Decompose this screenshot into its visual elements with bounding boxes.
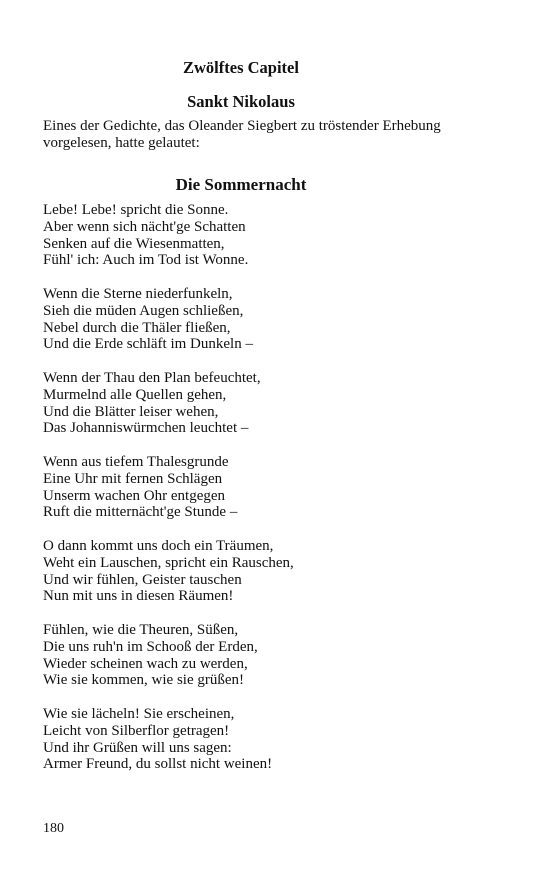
poem-line: Lebe! Lebe! spricht die Sonne.: [43, 202, 229, 218]
section-title: Sankt Nikolaus: [187, 92, 295, 111]
poem-stanza: [43, 706, 513, 773]
poem-line: Wie sie lächeln! Sie erscheinen,: [43, 705, 235, 722]
poem-body: [43, 202, 513, 773]
poem-line: Wenn aus tiefem Thalesgrunde: [43, 453, 229, 470]
poem-line: Und wir fühlen, Geister tauschen: [43, 571, 242, 588]
poem-line: Das Johanniswürmchen leuchtet –: [43, 420, 249, 437]
poem-line: Und die Blätter leiser wehen,: [43, 403, 219, 420]
chapter-title: Zwölftes Capitel: [183, 58, 299, 77]
poem-stanza: [43, 454, 513, 521]
poem-line: Leicht von Silberflor getragen!: [43, 722, 230, 739]
poem-line: Weht ein Lauschen, spricht ein Rauschen,: [43, 554, 294, 571]
intro-line: vorgelesen, hatte gelautet:: [43, 134, 200, 151]
poem-line: Nebel durch die Thäler fließen,: [43, 319, 231, 336]
poem-line: Wenn der Thau den Plan befeuchtet,: [43, 369, 261, 386]
poem-line: O dann kommt uns doch ein Träumen,: [43, 537, 274, 554]
poem-line: Fühlen, wie die Theuren, Süßen,: [43, 621, 239, 638]
poem-stanza: [43, 370, 513, 437]
poem-line: Wie sie kommen, wie sie grüßen!: [43, 672, 245, 689]
poem-title: Die Sommernacht: [175, 175, 307, 194]
poem-stanza: [43, 538, 513, 605]
poem-line: Senken auf die Wiesenmatten,: [43, 235, 225, 252]
poem-line: Wenn die Sterne niederfunkeln,: [43, 285, 233, 302]
poem-line: Murmelnd alle Quellen gehen,: [43, 386, 227, 403]
poem-line: Nun mit uns in diesen Räumen!: [43, 588, 234, 605]
poem-line: Die uns ruh'n im Schooß der Erden,: [43, 638, 258, 655]
poem-line: Unserm wachen Ohr entgegen: [43, 487, 226, 504]
intro-paragraph: [43, 118, 513, 152]
intro-line: Eines der Gedichte, das Oleander Siegbert zu tröstender Erhebung: [43, 118, 441, 134]
poem-stanza: [43, 202, 513, 269]
poem-line: Sieh die müden Augen schließen,: [43, 302, 244, 319]
poem-line: Eine Uhr mit fernen Schlägen: [43, 470, 223, 487]
poem-stanza: [43, 286, 513, 353]
poem-line: Wieder scheinen wach zu werden,: [43, 655, 248, 672]
page-number: 180: [43, 821, 64, 836]
poem-line: Fühl' ich: Auch im Tod ist Wonne.: [43, 252, 249, 269]
poem-line: Und die Erde schläft im Dunkeln –: [43, 336, 253, 353]
poem-line: Ruft die mitternächt'ge Stunde –: [43, 504, 238, 521]
poem-stanza: [43, 622, 513, 689]
poem-line: Und ihr Grüßen will uns sagen:: [43, 739, 232, 756]
poem-line: Aber wenn sich nächt'ge Schatten: [43, 218, 246, 235]
poem-line: Armer Freund, du sollst nicht weinen!: [43, 756, 273, 773]
